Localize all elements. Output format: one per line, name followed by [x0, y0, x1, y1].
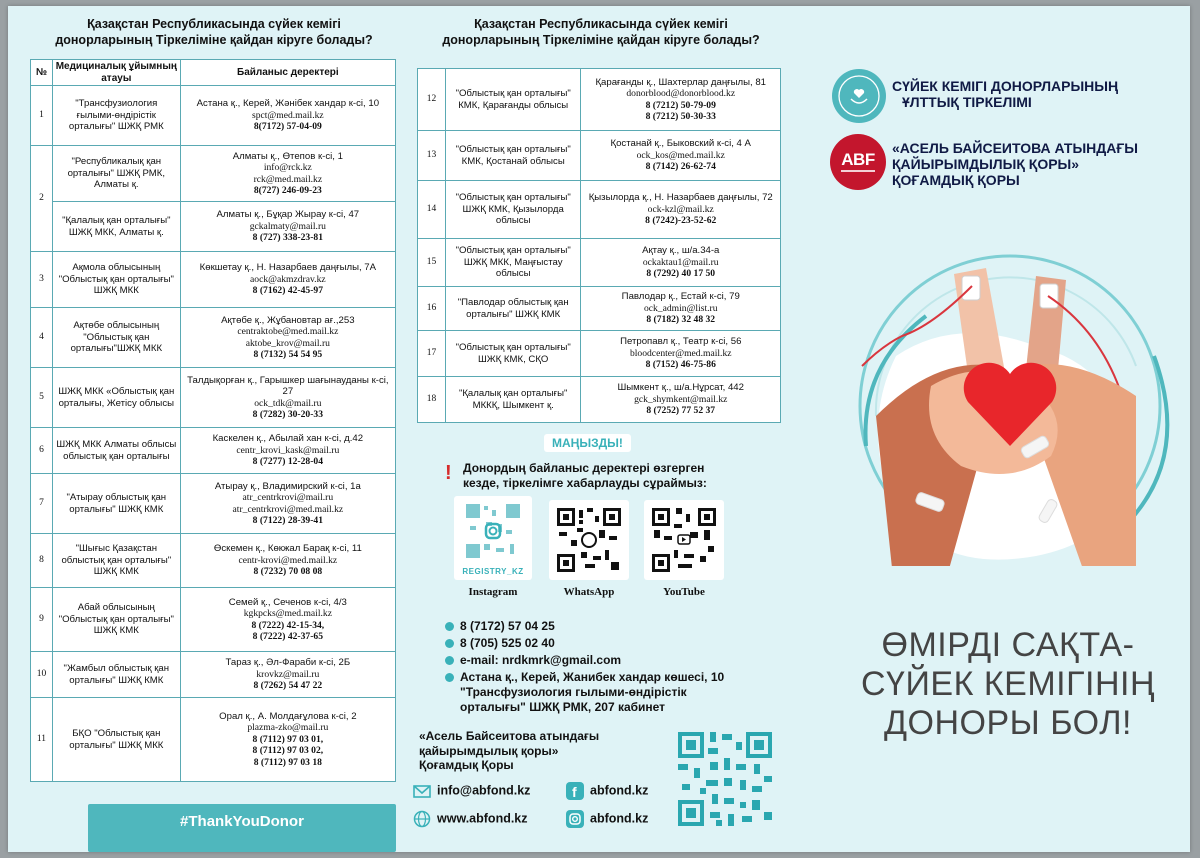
instagram-label: Instagram: [468, 586, 518, 598]
social-website-link[interactable]: [413, 810, 528, 828]
contact-email[interactable]: gckalmaty@mail.ru: [249, 220, 326, 232]
globe-icon: [413, 810, 431, 828]
email-icon: [445, 656, 454, 665]
contact-cell: [180, 534, 395, 588]
social-facebook-link[interactable]: [566, 782, 648, 800]
column2-title-line2: донорларының Тіркеліміне қайдан кіруге болады?: [442, 33, 760, 47]
organization-name: ШЖҚ МКК «Облыстық қан орталығы, Жетісу облысы: [52, 368, 180, 428]
update-notice-line2: кезде, тіркелімге хабарлауды сұраймыз:: [463, 476, 707, 490]
whatsapp-label: WhatsApp: [563, 586, 615, 598]
contact-address-line3: орталығы" ШЖҚ РМК, 207 кабинет: [460, 700, 666, 714]
contact-phone[interactable]: 8 (7262) 54 47 22: [253, 680, 323, 692]
contact-address-line2: "Трансфузиология гылыми-өндірістік: [460, 685, 687, 699]
table-row: [31, 698, 396, 782]
mail-icon: [413, 782, 431, 800]
contact-address: Өскемен қ., Көкжал Барақ к-сі, 11: [213, 543, 362, 555]
fund-name-line2: ҚАЙЫРЫМДЫЛЫҚ ҚОРЫ»: [892, 156, 1080, 172]
table-row: [418, 331, 781, 377]
update-notice-line1: Донордың байланыс деректері өзгерген: [463, 461, 705, 475]
contact-phone[interactable]: 8 (7232) 70 08 08: [253, 566, 323, 578]
contact-email[interactable]: ock_kos@med.mail.kz: [636, 149, 725, 161]
contact-email[interactable]: aock@akmzdrav.kz: [250, 273, 326, 285]
contact-phone[interactable]: 8 (7132) 54 54 95: [253, 349, 323, 360]
contact-cell: [180, 308, 395, 368]
contact-address: Ақтөбе қ., Жұбановтар ағ.,253: [221, 314, 355, 326]
contact-address: Қостанай қ., Быковский к-сі, 4 А: [610, 138, 751, 150]
contact-address: Павлодар қ., Естай к-сі, 79: [621, 291, 740, 303]
contact-email[interactable]: [445, 653, 621, 668]
organization-name: "Қалалық қан орталығы" ШЖҚ МКК, Алматы қ.: [52, 202, 180, 252]
contact-address: Ақтау қ., ш/а.34-а: [642, 245, 720, 257]
contact-phone[interactable]: 8 (7182) 32 48 32: [646, 314, 716, 326]
contact-phone[interactable]: 8(7172) 57-04-09: [253, 121, 322, 133]
contact-cell: [581, 287, 781, 331]
organization-name: "Облыстық қан орталығы" ШЖҚ МКК, Маңғыстау облысы: [445, 239, 581, 287]
table-row: [31, 86, 396, 146]
contact-email[interactable]: krovkz@mail.ru: [256, 668, 320, 680]
table-row: [418, 131, 781, 181]
contact-email[interactable]: centr-krovi@med.mail.kz: [238, 554, 338, 566]
organization-name: "Облыстық қан орталығы" КМК, Қарағанды облысы: [445, 69, 581, 131]
contact-cell: [180, 368, 395, 428]
column1-title-line1: Қазақстан Республикасында сүйек кемігі: [87, 17, 341, 31]
youtube-label: YouTube: [663, 586, 705, 598]
contact-cell: [581, 377, 781, 423]
organization-name: "Павлодар облыстық қан орталығы" ШЖҚ КМК: [445, 287, 581, 331]
organization-name: "Облыстық қан орталығы" КМК, Қостанай облысы: [445, 131, 581, 181]
table-row: [31, 308, 396, 368]
organization-name: "Шығыс Қазақстан облыстық қан орталығы" ШЖҚ КМК: [52, 534, 180, 588]
contact-cell: [581, 69, 781, 131]
whatsapp-qr-card[interactable]: [549, 500, 629, 580]
youtube-qr-icon: [650, 506, 718, 574]
header-organization: Медициналық ұйымның атауы: [52, 60, 180, 86]
contact-phone[interactable]: 8 (7277) 12-28-04: [252, 456, 323, 468]
contact-phone[interactable]: 8 (7282) 30-20-33: [252, 409, 323, 420]
table-row: [31, 252, 396, 308]
slogan-line3: ДОНОРЫ БОЛ!: [884, 704, 1132, 742]
row-number: 13: [418, 131, 446, 181]
instagram-qr-icon: [462, 500, 524, 562]
instagram-icon: [566, 810, 584, 828]
contact-address: Каскелен қ., Абылай хан к-сі, д.42: [212, 433, 364, 445]
social-instagram-link[interactable]: [566, 810, 648, 828]
row-number: 3: [31, 252, 53, 308]
table-row: [418, 377, 781, 423]
hashtag-banner: #ThankYouDonor: [88, 804, 396, 852]
registry-logo-icon: [831, 68, 887, 124]
instagram-qr-caption: REGISTRY_KZ: [462, 567, 524, 576]
phone-icon: [445, 622, 454, 631]
contact-email[interactable]: bloodcenter@med.mail.kz: [629, 347, 732, 359]
contact-phone[interactable]: 8 (7222) 42-15-34, 8 (7222) 42-37-65: [251, 619, 325, 642]
instagram-qr-card[interactable]: [454, 496, 532, 580]
youtube-qr-card[interactable]: [644, 500, 724, 580]
contact-phone[interactable]: 8 (7122) 28-39-41: [252, 515, 323, 526]
facebook-icon: [566, 782, 584, 800]
contact-email[interactable]: donorblood@donorblood.kz: [626, 88, 736, 99]
header-contacts: Байланыс деректері: [180, 60, 395, 86]
column1-title: [22, 16, 406, 48]
contact-address: Қарағанды қ., Шахтерлар даңғылы, 81: [595, 76, 767, 88]
organization-name: "Облыстық қан орталығы" ШЖҚ КМК, Қызылорда облысы: [445, 181, 581, 239]
contact-phone[interactable]: 8 (7142) 26-62-74: [645, 161, 716, 173]
abf-logo-underline: [841, 170, 875, 172]
contact-phone[interactable]: 8 (727) 338-23-81: [252, 232, 323, 244]
table-row: [31, 652, 396, 698]
contact-email[interactable]: info@rck.kz rck@med.mail.kz: [253, 162, 323, 185]
foundation-line3: Қоғамдық Қоры: [419, 758, 514, 772]
social-email-link[interactable]: [413, 782, 530, 800]
contact-phone[interactable]: 8(727) 246-09-23: [253, 185, 322, 196]
social-facebook-text: abfond.kz: [590, 783, 649, 798]
row-number: 9: [31, 588, 53, 652]
contact-address: Семей қ., Сеченов к-сі, 4/3: [228, 596, 347, 608]
contact-cell: [581, 131, 781, 181]
contact-cell: [180, 428, 395, 474]
column2-title-line1: Қазақстан Республикасында сүйек кемігі: [474, 17, 728, 31]
organization-name: БҚО "Облыстық қан орталығы" ШЖҚ МКК: [52, 698, 180, 782]
contact-cell: [581, 181, 781, 239]
contact-address: [445, 670, 724, 715]
header-number: №: [31, 60, 53, 86]
column1-title-line2: донорларының Тіркеліміне қайдан кіруге болады?: [55, 33, 373, 47]
contact-phone-1-text: 8 (7172) 57 04 25: [460, 619, 555, 633]
whatsapp-qr-icon: [555, 506, 623, 574]
contact-address-line1: Астана қ., Керей, Жанибек хандар көшесі, 10: [460, 670, 725, 684]
update-notice: [463, 461, 763, 491]
contact-email[interactable]: gck_shymkent@mail.kz: [634, 393, 728, 405]
organization-name: "Облыстық қан орталығы" ШЖҚ КМК, СҚО: [445, 331, 581, 377]
brochure-page: [8, 6, 1190, 852]
contact-address: Атырау қ., Владимирский к-сі, 1а: [214, 480, 361, 492]
fund-name-line3: ҚОҒАМДЫҚ ҚОРЫ: [892, 172, 1020, 188]
contact-cell: [180, 86, 395, 146]
table-row: [31, 588, 396, 652]
contact-address: Тараз қ., Әл-Фараби к-сі, 2Б: [225, 657, 351, 669]
contact-email[interactable]: plazma-zko@mail.ru: [247, 722, 329, 734]
contact-cell: [180, 252, 395, 308]
organization-name: "Жамбыл облыстық қан орталығы" ШЖҚ КМК: [52, 652, 180, 698]
row-number: 6: [31, 428, 53, 474]
row-number: 5: [31, 368, 53, 428]
row-number: 12: [418, 69, 446, 131]
row-number: 14: [418, 181, 446, 239]
hands-heart-illustration: [836, 246, 1184, 566]
contact-phone[interactable]: 8 (7252) 77 52 37: [646, 405, 716, 417]
svg-text:f: f: [572, 784, 577, 800]
row-number: 8: [31, 534, 53, 588]
organization-name: Абай облысының "Облыстық қан орталығы" ШЖҚ КМК: [52, 588, 180, 652]
foundation-name: [419, 729, 599, 773]
row-number: 1: [31, 86, 53, 146]
table-row: [418, 239, 781, 287]
registry-name: [892, 78, 1118, 110]
table-row: [31, 146, 396, 202]
location-icon: [445, 673, 454, 682]
contact-address: Алматы қ., Өтепов к-сі, 1: [232, 150, 343, 162]
contact-phone-2-text: 8 (705) 525 02 40: [460, 636, 555, 650]
slogan-line1: ӨМІРДІ САҚТА-: [881, 626, 1135, 664]
table-row: [31, 428, 396, 474]
contact-address: Алматы қ., Бұқар Жырау к-сі, 47: [216, 209, 360, 221]
organization-name: Ақмола облысының "Облыстық қан орталығы" ШЖҚ МКК: [52, 252, 180, 308]
row-number: 4: [31, 308, 53, 368]
row-number: 7: [31, 474, 53, 534]
table-row: [31, 474, 396, 534]
registry-name-line1: СҮЙЕК КЕМІГІ ДОНОРЛАРЫНЫҢ: [892, 78, 1119, 94]
contact-phone[interactable]: 8 (7242)-23-52-62: [645, 215, 717, 227]
contact-phone[interactable]: 8 (7162) 42-45-97: [252, 285, 323, 297]
contact-phone-2[interactable]: [445, 636, 555, 651]
fund-name: [892, 140, 1138, 188]
organization-name: "Трансфузиология ғылыми-өндірістік орталығы" ШЖҚ РМК: [52, 86, 180, 146]
contact-phone[interactable]: 8 (7212) 50-79-09 8 (7212) 50-30-33: [645, 99, 716, 122]
contact-cell: [180, 474, 395, 534]
abf-logo-text: ABF: [841, 150, 875, 169]
organization-name: Ақтөбе облысының "Облыстық қан орталығы"ШЖҚ МКК: [52, 308, 180, 368]
contact-email[interactable]: ock_admin@list.ru: [643, 302, 718, 314]
whatsapp-icon: [445, 639, 454, 648]
contact-cell: [581, 331, 781, 377]
fund-name-line1: «АСЕЛЬ БАЙСЕИТОВА АТЫНДАҒЫ: [892, 140, 1138, 156]
row-number: 17: [418, 331, 446, 377]
table-row: [31, 368, 396, 428]
organization-name: "Республикалық қан орталығы" ШЖҚ РМК, Алматы қ.: [52, 146, 180, 202]
contact-email[interactable]: ock-kzl@mail.kz: [647, 203, 714, 215]
contact-address: Қызылорда қ., Н. Назарбаев даңғылы, 72: [588, 192, 773, 204]
table-row: [31, 202, 396, 252]
contact-address: Көкшетау қ., Н. Назарбаев даңғылы, 7А: [199, 262, 377, 274]
foundation-qr-icon[interactable]: [674, 728, 776, 830]
social-instagram-text: abfond.kz: [590, 811, 649, 826]
table-row: [31, 534, 396, 588]
organization-name: "Атырау облыстық қан орталығы" ШЖҚ КМК: [52, 474, 180, 534]
contact-address: Талдықорған қ., Гарышкер шағынауданы к-сі, 27: [187, 374, 389, 397]
row-number: 15: [418, 239, 446, 287]
contact-email[interactable]: spct@med.mail.kz: [251, 109, 324, 121]
abf-logo: [830, 134, 886, 190]
contact-cell: [581, 239, 781, 287]
contact-cell: [180, 588, 395, 652]
contact-address: Астана қ., Керей, Жәнібек хандар к-сі, 10: [196, 98, 380, 110]
contact-cell: [180, 202, 395, 252]
social-website-text: www.abfond.kz: [437, 811, 528, 826]
foundation-line2: қайырымдылық қоры»: [419, 743, 559, 758]
row-number: 2: [31, 146, 53, 252]
table-row: [418, 181, 781, 239]
contact-email[interactable]: ock_tdk@mail.ru: [254, 397, 322, 409]
social-email-text: info@abfond.kz: [437, 783, 531, 798]
contact-email[interactable]: kgkpcks@med.mail.kz: [243, 608, 332, 619]
contact-phone[interactable]: 8 (7112) 97 03 01, 8 (7112) 97 03 02, 8 (7112) 97 03 18: [252, 733, 324, 768]
contact-email[interactable]: atr_centrkrovi@mail.ru atr_centrkrovi@med.mail.kz: [232, 492, 344, 515]
contact-phone[interactable]: 8 (7152) 46-75-86: [645, 359, 716, 371]
contact-address: Орал қ., А. Молдағұлова к-сі, 2: [219, 710, 357, 722]
contact-email[interactable]: ockaktau1@mail.ru: [642, 256, 719, 268]
table-row: [418, 69, 781, 131]
row-number: 11: [31, 698, 53, 782]
column2-title: [406, 16, 796, 48]
slogan-line2: СҮЙЕК КЕМІГІНІҢ: [861, 665, 1155, 703]
contact-email[interactable]: centraktobe@med.mail.kz aktobe_krov@mail.ru: [237, 326, 339, 349]
slogan: [838, 626, 1178, 743]
contact-email-text: e-mail: nrdkmrk@gmail.com: [460, 653, 622, 667]
exclamation-icon: !: [445, 462, 452, 484]
contact-cell: [180, 146, 395, 202]
contact-address: Петропавл қ., Театр к-сі, 56: [620, 336, 742, 348]
contact-address: Шымкент қ., ш/а.Нұрсат, 442: [617, 382, 744, 394]
organization-name: ШЖҚ МКК Алматы облысы облыстық қан орталығы: [52, 428, 180, 474]
row-number: 16: [418, 287, 446, 331]
organization-name: "Қалалық қан орталығы" МККҚ, Шымкент қ.: [445, 377, 581, 423]
contact-phone[interactable]: 8 (7292) 40 17 50: [646, 268, 716, 280]
blood-centers-table-1: [30, 59, 396, 782]
foundation-line1: «Асель Байсеитова атындағы: [419, 729, 600, 743]
row-number: 10: [31, 652, 53, 698]
contact-cell: [180, 652, 395, 698]
table-row: [418, 287, 781, 331]
important-badge: МАҢЫЗДЫ!: [544, 434, 631, 452]
blood-centers-table-2: [417, 68, 781, 423]
row-number: 18: [418, 377, 446, 423]
registry-name-line2: ҰЛТТЫҚ ТІРКЕЛІМІ: [902, 94, 1032, 110]
contact-cell: [180, 698, 395, 782]
contact-phone-1[interactable]: [445, 619, 555, 634]
contact-email[interactable]: centr_krovi_kask@mail.ru: [236, 444, 340, 456]
